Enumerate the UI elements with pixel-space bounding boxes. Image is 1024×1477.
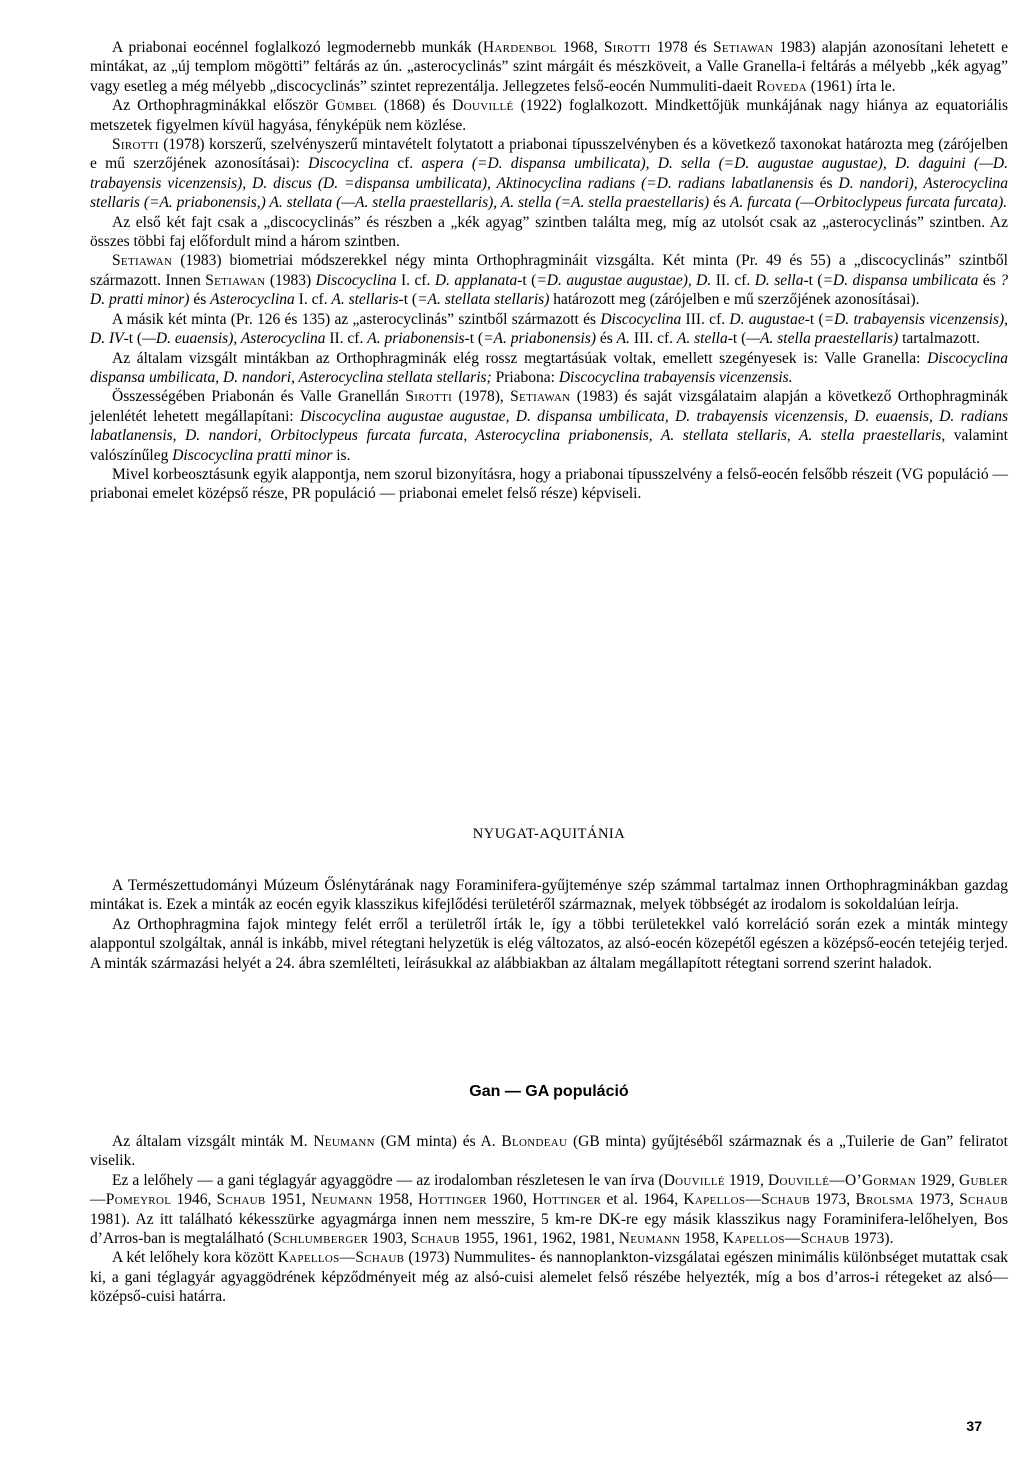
author-name: Setiawan bbox=[510, 388, 571, 406]
paragraph: A két lelőhely kora között Kapellos—Schaub (1973) Nummulites- és nannoplankton-vizsgálatai egészen minimális különbséget mutattak csak ki, a gani téglagyár agyaggödrének képződményeit még az alsó-cuisi alemelet felső részébe helyezték, míg a bos d’arros-i rétegeket az alsó—középső-cuisi határra. bbox=[90, 1249, 1008, 1306]
author-name: Setiawan bbox=[713, 39, 774, 56]
paragraph: Az általam vizsgált mintákban az Orthophragminák elég rossz megtartásúak voltak, emellett szegényesek is: Valle Granella: Discocyclina dispansa umbilicata, D. nandori, Asterocyclina stellata stellaris; Priabona: Discocyclina trabayensis vicenzensis. bbox=[90, 349, 1008, 386]
page-number: 37 bbox=[966, 1418, 982, 1434]
paragraph: Az Orthophragmina fajok mintegy felét erről a területről írták le, így a többi területekkel való korreláció során ezek a minták mintegy alappontul szolgáltak, annál is inkább, mivel rétegtani helyzetük is elég változatos, az alsó-eocén közepétől egészen a középső-eocén tetejéig terjed. A minták származási helyét a 24. ábra szemlélteti, leírásukkal az alábbiakban az általam megállapított rétegtani sorrend szerint haladok. bbox=[90, 915, 1008, 972]
author-name: Kapellos—Schaub bbox=[277, 1249, 405, 1267]
author-name: Roveda bbox=[756, 77, 807, 95]
paragraph: Az általam vizsgált minták M. Neumann (GM minta) és A. Blondeau (GB minta) gyűjtéséből származnak és a „Tuilerie de Gan” feliratot viselik. bbox=[90, 1133, 1008, 1170]
paragraph: Sirotti (1978) korszerű, szelvényszerű mintavételt folytatott a priabonai típusszelvényben és a következő taxonokat határozta meg (zárójelben e mű szerzőjének azonosításai): Discocyclina cf. aspera (=D. dispansa umbilicata), D. sella (=D. augustae augustae), D. daguini (—D. trabayensis vicenzensis), D. discus (D. =dispansa umbilicata), Aktinocyclina radians (=D. radians labatlanensis és D. nandori), Asterocyclina stellaris (=A. priabonensis,) A. stellata (—A. stella praestellaris), A. stella (=A. stella praestellaris) és A. furcata (—Orbitoclypeus furcata furcata). bbox=[90, 136, 1008, 212]
taxon-name: Discocyclina bbox=[308, 155, 389, 173]
author-name: Setiawan bbox=[112, 252, 173, 270]
gan-text bbox=[90, 1132, 1008, 1307]
paragraph: A másik két minta (Pr. 126 és 135) az „asterocyclinás” szintből származott és Discocyclina III. cf. D. augustae-t (=D. trabayensis vicenzensis), D. IV-t (—D. euaensis), Asterocyclina II. cf. A. priabonensis-t (=A. priabonensis) és A. III. cf. A. stella-t (—A. stella praestellaris) tartalmazott. bbox=[90, 310, 1008, 348]
paragraph: Az Orthophragminákkal először Gümbel (1868) és Douvillé (1922) foglalkozott. Mindkettőjük munkájának nagy hiánya az equatoriális metszetek figyelmen kívül hagyása, fényképük nem közlése. bbox=[90, 97, 1008, 134]
paragraph: Ez a lelőhely — a gani téglagyár agyaggödre — az irodalomban részletesen le van írva (Douvillé 1919, Douvillé—O’Gorman 1929, Gubler—Pomeyrol 1946, Schaub 1951, Neumann 1958, Hottinger 1960, Hottinger et al. 1964, Kapellos—Schaub 1973, Brolsma 1973, Schaub 1981). Az itt található kékesszürke agyagmárga innen nem messzire, 5 km-re DK-re egy másik klasszikus nagy Foraminifera-lelőhelyen, Bos d’Arros-ban is megtalálható (Schlumberger 1903, Schaub 1955, 1961, 1962, 1981, Neumann 1958, Kapellos—Schaub 1973). bbox=[90, 1171, 1009, 1248]
paragraph: Setiawan (1983) biometriai módszerekkel négy minta Orthophragmináit vizsgálta. Két minta (Pr. 49 és 55) a „discocyclinás” szintből származott. Innen Setiawan (1983) Discocyclina I. cf. D. applanata-t (=D. augustae augustae), D. II. cf. D. sella-t (=D. dispansa umbilicata és ?D. pratti minor) és Asterocyclina I. cf. A. stellaris-t (=A. stellata stellaris) határozott meg (zárójelben e mű szerzőjének azonosításai). bbox=[90, 252, 1008, 309]
author-name: Setiawan bbox=[205, 271, 266, 289]
taxon-name: aspera (=D. dispansa umbilicata), D. sella (=D. augustae augustae), D. daguini (—D. trabayensis vicenzensis), D. discus (D. =dispansa umbilicata), Aktinocyclina radians (=D. radians labatlanensis bbox=[90, 155, 1008, 192]
author-name: Blondeau bbox=[501, 1133, 568, 1150]
subsection-heading: Gan — GA populáció bbox=[469, 1083, 629, 1100]
author-name: Hardenbol bbox=[482, 39, 557, 56]
author-name: Gümbel bbox=[325, 97, 377, 115]
paragraph: Mivel korbeosztásunk egyik alappontja, nem szorul bizonyításra, hogy a priabonai típusszelvény a felső-eocén felsőbb részeit (VG populáció — priabonai emelet középső része, PR populáció — priabonai emelet felső része) képviseli. bbox=[90, 465, 1008, 503]
paragraph: A Természettudományi Múzeum Őslénytárának nagy Foraminifera-gyűjteménye szép számmal tartalmaz innen Orthophragminákban gazdag mintákat is. Ezek a minták az eocén egyik klasszikus kifejlődési területéről származnak, melyek többségét az irodalom is sokoldalúan leírja. bbox=[90, 877, 1008, 914]
section-heading: NYUGAT-AQUITÁNIA bbox=[472, 826, 626, 842]
taxon-name: A. furcata (—Orbitoclypeus furcata furcata). bbox=[729, 194, 1008, 212]
author-name: Sirotti bbox=[603, 39, 651, 56]
paragraph: Az első két fajt csak a „discocyclinás” és részben a „kék agyag” szintben találta meg, míg az utolsót csak az „asterocyclinás” szintben. Az összes többi faj előfordult mind a három szintben. bbox=[90, 213, 1008, 251]
author-name: Sirotti bbox=[112, 136, 159, 154]
author-name: Douvillé bbox=[452, 97, 514, 115]
intro-text bbox=[90, 38, 1008, 504]
paragraph: Összességében Priabonán és Valle Granellán Sirotti (1978), Setiawan (1983) és saját vizsgálataim alapján a következő Orthophragminák jelenlétét lehetett megállapítani: Discocyclina augustae augustae, D. dispansa umbilicata, D. trabayensis vicenzensis, D. euaensis, D. radians labatlanensis, D. nandori, Orbitoclypeus furcata furcata, Asterocyclina priabonensis, A. stellata stellaris, A. stella praestellaris, valamint valószínűleg Discocyclina pratti minor is. bbox=[90, 388, 1008, 464]
paragraph: A priabonai eocénnel foglalkozó legmodernebb munkák (Hardenbol 1968, Sirotti 1978 és Setiawan 1983) alapján azonosítani lehetett e mintákat, az „új templom mögötti” feltárás az ún. „asterocyclinás” szint márgáit és mészköveit, a Valle Granella-i feltárás a mélyebb „kék agyag” vagy esetleg a még mélyebb „discocyclinás” szintet reprezentálja. Jellegzetes felső-eocén Nummuliti-daeit Roveda (1961) írta le. bbox=[90, 39, 1009, 95]
aquitania-text bbox=[90, 876, 1008, 973]
author-name: Neumann bbox=[313, 1133, 375, 1150]
taxon-name: D. nandori), Asterocyclina stellaris (=A. priabonensis,) A. stellata (—A. stella praestellaris), A. stella (=A. stella praestellaris) bbox=[90, 174, 1008, 212]
author-name: Sirotti bbox=[405, 388, 453, 406]
